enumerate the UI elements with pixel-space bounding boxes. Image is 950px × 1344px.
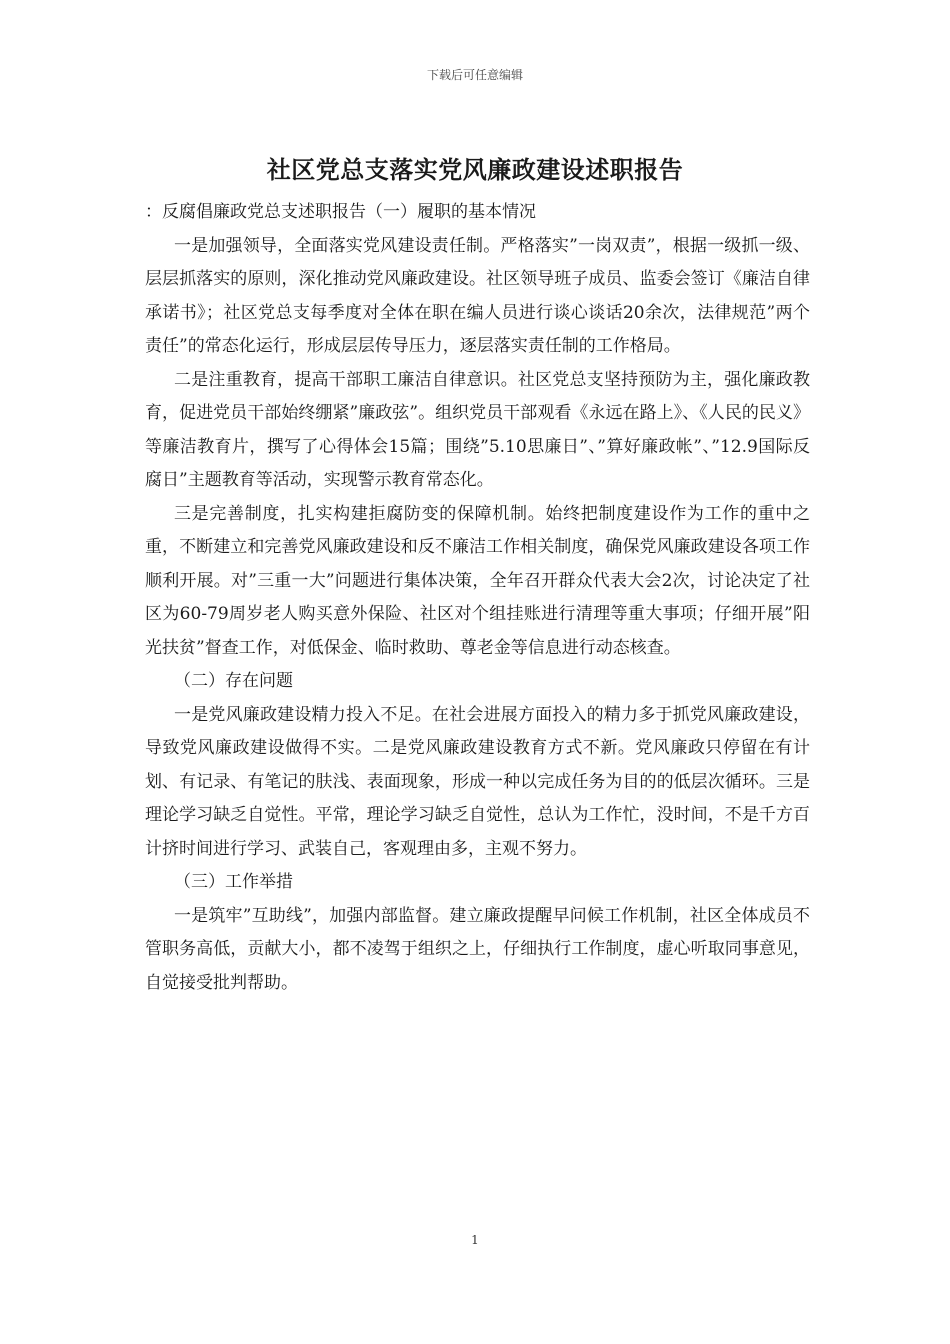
body-paragraph: 一是加强领导，全面落实党风建设责任制。严格落实”一岗双责”，根据一级抓一级、层层抓落实的原则，深化推动党风廉政建设。社区领导班子成员、监委会签订《廉洁自律承诺书》；社区党总支每季度对全体在职在编人员进行谈心谈话20余次，法律规范”两个责任”的常态化运行，形成层层传导压力，逐层落实责任制的工作格局。 [145, 235, 810, 356]
document-title: 社区党总支落实党风廉政建设述职报告 [266, 155, 684, 184]
body-paragraph: 三是完善制度，扎实构建拒腐防变的保障机制。始终把制度建设作为工作的重中之重，不断建立和完善党风廉政建设和反不廉洁工作相关制度，确保党风廉政建设各项工作顺利开展。对”三重一大”问题进行集体决策，全年召开群众代表大会2次，讨论决定了社区为60-79周岁老人购买意外保险、社区对个组挂账进行清理等重大事项；仔细开展”阳光扶贫”督查工作，对低保金、临时救助、尊老金等信息进行动态核查。 [145, 503, 810, 658]
section-heading: （二）存在问题 [174, 671, 293, 691]
body-paragraph: 一是筑牢”互助线”，加强内部监督。建立廉政提醒早问候工作机制，社区全体成员不管职务高低，贡献大小，都不凌驾于组织之上，仔细执行工作制度，虚心听取同事意见，自觉接受批判帮助。 [145, 905, 810, 993]
section-heading: （三）工作举措 [174, 872, 293, 892]
body-paragraph: 二是注重教育，提高干部职工廉洁自律意识。社区党总支坚持预防为主，强化廉政教育，促进党员干部始终绷紧”廉政弦”。组织党员干部观看《永远在路上》、《人民的民义》等廉洁教育片，撰写了心得体会15篇；围绕”5.10思廉日”、”算好廉政帐”、”12.9国际反腐日”主题教育等活动，实现警示教育常态化。 [145, 369, 810, 490]
page-header-note: 下载后可任意编辑 [426, 68, 523, 82]
body-paragraph: 一是党风廉政建设精力投入不足。在社会进展方面投入的精力多于抓党风廉政建设，导致党风廉政建设做得不实。二是党风廉政建设教育方式不新。党风廉政只停留在有计划、有记录、有笔记的肤浅、表面现象，形成一种以完成任务为目的的低层次循环。三是理论学习缺乏自觉性。平常，理论学习缺乏自觉性，总认为工作忙，没时间，不是千方百计挤时间进行学习、武装自己，客观理由多，主观不努力。 [145, 704, 810, 859]
page-number: 1 [471, 1233, 479, 1247]
document-body [145, 196, 810, 1000]
lead-paragraph: ：反腐倡廉政党总支述职报告（一）履职的基本情况 [145, 202, 536, 222]
